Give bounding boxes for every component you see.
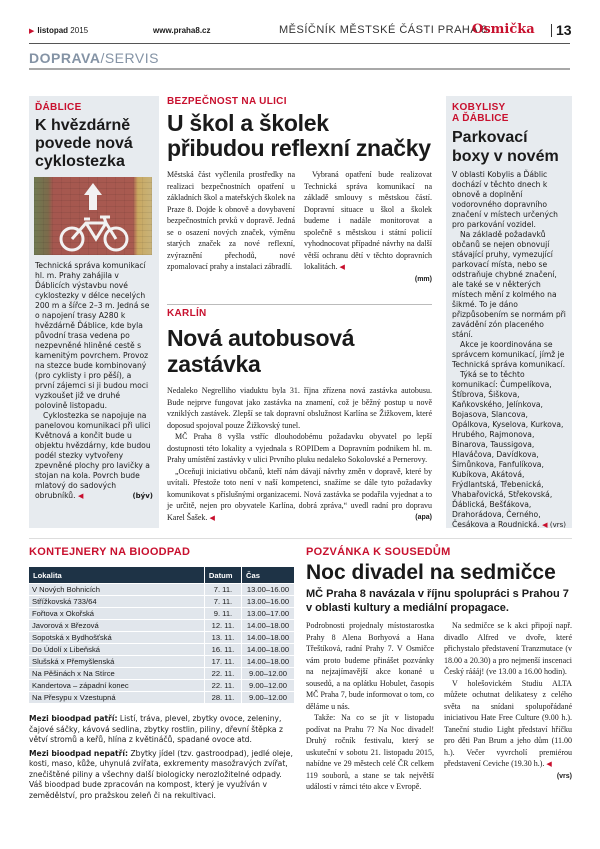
end-mark-icon: ◀ [77, 492, 84, 500]
article-title: K hvězdárně povede nová cyklostezka [35, 117, 133, 170]
table-row [29, 656, 294, 667]
cell-time: 14.00–18.00 [241, 620, 294, 631]
reflective-signs-article [167, 96, 432, 285]
bio-waste-containers [29, 546, 294, 801]
end-mark-icon: ◀ [209, 513, 215, 522]
table-row [29, 608, 294, 619]
table-row [29, 692, 294, 703]
cell-location: Sopotská x Bydhošťská [29, 632, 204, 643]
article-column-2: Vybraná opatření bude realizovat Technická správa komunikací na základě smlouvy s městskou částí. Dopravní situace u škol a školek budeme i nadále monitorovat a společně s městskou i státní policií vyhodnocovat případné návrhy na další větší ochranu dětí v těchto dopravních lokalitách. ◀ (mm) [304, 169, 432, 285]
cell-date: 7. 11. [204, 596, 241, 607]
page-header [29, 22, 570, 44]
table-row [29, 632, 294, 643]
article-column-1: Podrobnosti projednaly místostarostka Prahy 8 Alena Borhyová a Hana Třeštíková, radní Prahy 7. V Osmičce vám proto budeme přinášet pozvánky na nejzajímavější akce konané u sousedů, a na oplátku Hobulet, časopis MČ Praha 7, bude informovat o tom, co děláme u nás. Takže: Na co se jít v listopadu podívat na Prahu 7? Na Noc divadel! Druhý ročník festivalu, který se uskuteční v sobotu 21. listopadu 2015, nabídne ve 29 městech celé ČR celkem 119 souborů, a stane se tak největší událostí v rámci této akce v Evropě. [306, 621, 434, 791]
author-signature: (býv) [132, 492, 153, 500]
cell-date: 7. 11. [204, 584, 241, 595]
column-header-time: Čas [241, 567, 294, 583]
cell-time: 9.00–12.00 [241, 668, 294, 679]
issue-date: ▶ listopad 2015 [29, 26, 89, 35]
cell-date: 9. 11. [204, 608, 241, 619]
website-url[interactable]: www.praha8.cz [153, 26, 211, 35]
cell-date: 13. 11. [204, 632, 241, 643]
author-signature: (mm) [414, 275, 432, 283]
table-row [29, 620, 294, 631]
cell-location: Javorová x Březová [29, 620, 204, 631]
author-signature: (vrs) [556, 772, 572, 780]
divider [167, 304, 432, 305]
triangle-icon: ▶ [29, 28, 35, 35]
article-title: Noc divadel na sedmičce [306, 561, 556, 584]
table-row [29, 644, 294, 655]
section-title: DOPRAVA/SERVIS [29, 50, 570, 70]
table-row [29, 596, 294, 607]
article-column-2: Na sedmičce se k akci připojí např. divadlo Alfred ve dvoře, které přichystalo představení Tranzmutace (v 18.00 a 20.30) a pro nejmenší inscenaci Český ráááj! (ve 13.00 a 16.00 hodin). V holešovickém Studiu ALTA můžete ochutnat delikatesy z celého světa na snídani spolupořádané iniciativou Hate Free Culture (9.00 h.). Taneční studio Light představí hříčku pro děti Pan Brum a jeho dům (11.00 h.). Večer vyvrcholí premiérou představení Ceviche (19.30 h.). ◀ (vrs) [444, 620, 572, 793]
end-mark-icon: ◀ [542, 521, 548, 529]
theatre-night-article [306, 546, 572, 793]
article-title: U škol a školek přibudou reflexní značky [167, 110, 431, 161]
cell-date: 22. 11. [204, 668, 241, 679]
article-kicker: POZVÁNKA K SOUSEDŮM [306, 546, 451, 558]
column-header-date: Datum [204, 567, 241, 583]
column-header-location: Lokalita [29, 567, 204, 583]
article-kicker: BEZPEČNOST NA ULICI [167, 96, 287, 107]
bus-stop-article [167, 308, 432, 524]
cyclepath-article [29, 96, 159, 528]
cell-time: 9.00–12.00 [241, 680, 294, 691]
cell-location: Na Přesypu x Vzestupná [29, 692, 204, 703]
bio-notes: Mezi bioodpad patří: Listí, tráva, plevel, zbytky ovoce, zeleniny, čajové sáčky, kávová sedlina, zbytky rostlin, piliny, dřevní štěpka z větví stromů a keřů, hlína z květináčů, spadané ovoce atd. Mezi bioodpad nepatří: Zbytky jídel (tzv. gastroodpad), jedlé oleje, kosti, maso, kůže, uhynulá zvířata, exkrementy masožravých zvířat, znečištěné piliny a všechny další biologicky nerozložitelné odpady. Váš bioodpad bude zpracován na kompost, který je využíván v zemědělství, pro pražskou zeleň či na rekultivaci. [29, 714, 293, 800]
cell-location: Na Pěšinách x Na Stírce [29, 668, 204, 679]
article-body: Nedaleko Negrelliho viaduktu byla 31. října zřízena nová zastávka autobusu. Bude nejprve fungovat jako zastávka na znamení, což je běžný postup u nově vzniklých zastávek. Zlepší se tak dopravní obslužnost Karlína se Žižkovem, které doposud spojoval pouze Žižkovský tunel. MČ Praha 8 vyšla vstříc dlouhodobému požadavku obyvatel po lepší dostupnosti této lokality a vyjednala s ROPIDem a Dopravním podnikem hl. m. Prahy umístění zastávky v ulici Prvního pluku nedaleko Sokolovské a Pernerovy. „Oceňuji iniciativu občanů, kteří nám dávají návrhy změn v dopravě, které by uvítali. Přestože toto není v naší kompetenci, snažíme se dále tyto požadavky komunikovat s příslušnými organizacemi. Nová zastávka se podařila vyjednat a to je určitě, nejen pro obyvatele Karlína, dobrá zpráva,“ uvedl radní pro dopravu Karel Šašek. ◀ (apa) [167, 386, 432, 522]
end-mark-icon: ◀ [546, 760, 552, 768]
article-kicker: KARLÍN [167, 308, 207, 319]
cell-time: 14.00–18.00 [241, 644, 294, 655]
article-kicker: KOBYLISY A ĎÁBLICE [452, 102, 509, 124]
article-body: Technická správa komunikací hl. m. Prahy zahájila v Ďáblicích výstavbu nové cyklostezky v délce necelých 200 m a šířce 2–3 m. Jedná se o napojení trasy A280 k hvězdárně Ďáblice, kde byla původní trasa vedena po nezpevněné hliněné cestě s kamenitým povrchem. Provoz na stezce bude kombinovaný (pro cyklisty i pro pěší), a první zájemci si ji budou moci vyzkoušet již ve druhé polovině listopadu. Cyklostezka se napojuje na panelovou komunikaci při ulici Květnová a končit bude u objektu hvězdárny, kde budou podél stezky vytvořeny zpevněné plochy pro lavičky a stojan na kola. Povrch bude mlatový do sadových obrubníků. ◀ (býv) [35, 261, 153, 500]
page-number: 13 [556, 22, 572, 38]
brand-logo: Osmička [472, 22, 535, 37]
cell-location: V Nových Bohnicích [29, 584, 204, 595]
table-row [29, 680, 294, 691]
table-row [29, 584, 294, 595]
cell-date: 28. 11. [204, 692, 241, 703]
parking-boxes-article [446, 96, 572, 528]
bicycle-icon [61, 217, 127, 250]
table-row [29, 668, 294, 679]
header-divider [551, 24, 552, 37]
author-signature: (apa) [415, 513, 432, 521]
cell-date: 17. 11. [204, 656, 241, 667]
cycle-path-photo [34, 177, 152, 255]
arrow-up-icon [84, 183, 102, 210]
divider [29, 538, 572, 539]
cell-time: 14.00–18.00 [241, 656, 294, 667]
article-title: Parkovací boxy v novém [452, 129, 559, 165]
cell-time: 13.00–16.00 [241, 584, 294, 595]
article-subtitle: MČ Praha 8 navázala v říjnu spolupráci s Prahou 7 v oblasti kultury a mediální propagace. [306, 588, 569, 614]
magazine-tagline: MĚSÍČNÍK MĚSTSKÉ ČÁSTI PRAHA 8 [279, 24, 488, 36]
cell-location: Kandertova – západní konec [29, 680, 204, 691]
containers-table [29, 566, 294, 704]
end-mark-icon: ◀ [339, 263, 345, 271]
article-column-1: Městská část vyčlenila prostředky na realizaci bezpečnostních opatření u základních škol a mateřských školek na Praze 8. Dojde k obnově a dovybavení bezpečnostních prvků v dopravě. Jedná se o osazení nových značek, výměnu starých značek za nové reflexní, zvýraznění přechodů, nové zpomalovací prahy a instalaci zábradlí. [167, 170, 295, 271]
cell-time: 14.00–18.00 [241, 632, 294, 643]
cell-time: 13.00–17.00 [241, 608, 294, 619]
author-signature: (vrs) [549, 521, 567, 529]
cell-location: Slušská x Přemyšlenská [29, 656, 204, 667]
article-body: V oblasti Kobylis a Ďáblic dochází v těchto dnech k obnově a doplnění vodorovného dopravního značení v místech určených pro parkování vozidel. Na základě požadavků občanů se nejen obnovují stávající pruhy, vymezující parkovací místa, nebo se odstraňuje chybné značení, ale také se v některých místech mění z kolmého na šikmé. To je dáno přizpůsobením se normám při zavádění zón placeného stání. Akce je koordinována se správcem komunikací, jímž je Technická správa komunikací. Týká se to těchto komunikací: Čumpelíkova, Štíbrova, Šiškova, Kaňkovského, Jelínkova, Bojasova, Slancova, Opálkova, Kyselova, Kurkova, Hrubého, Rajmonova, Binarova, Taussigova, Hlaváčova, Davídkova, Šimůnkova, Fanfulíkova, Kubíkova, Akátová, Frýdlantská, Třebenická, Vhabařovická, Střekovská, Ďáblická, Bešťákova, Drahorádova, Černého, Česákova a Roudnická. ◀ (vrs) [452, 170, 567, 529]
cell-time: 13.00–16.00 [241, 596, 294, 607]
cell-date: 22. 11. [204, 680, 241, 691]
cell-time: 9.00–12.00 [241, 692, 294, 703]
article-title: Nová autobusová zastávka [167, 325, 355, 377]
cell-location: Střížkovská 733/64 [29, 596, 204, 607]
cell-location: Do Údolí x Libeňská [29, 644, 204, 655]
cell-location: Fořtova x Okořská [29, 608, 204, 619]
article-kicker: ĎÁBLICE [35, 102, 82, 113]
cell-date: 16. 11. [204, 644, 241, 655]
table-title: KONTEJNERY NA BIOODPAD [29, 546, 191, 558]
cell-date: 12. 11. [204, 620, 241, 631]
